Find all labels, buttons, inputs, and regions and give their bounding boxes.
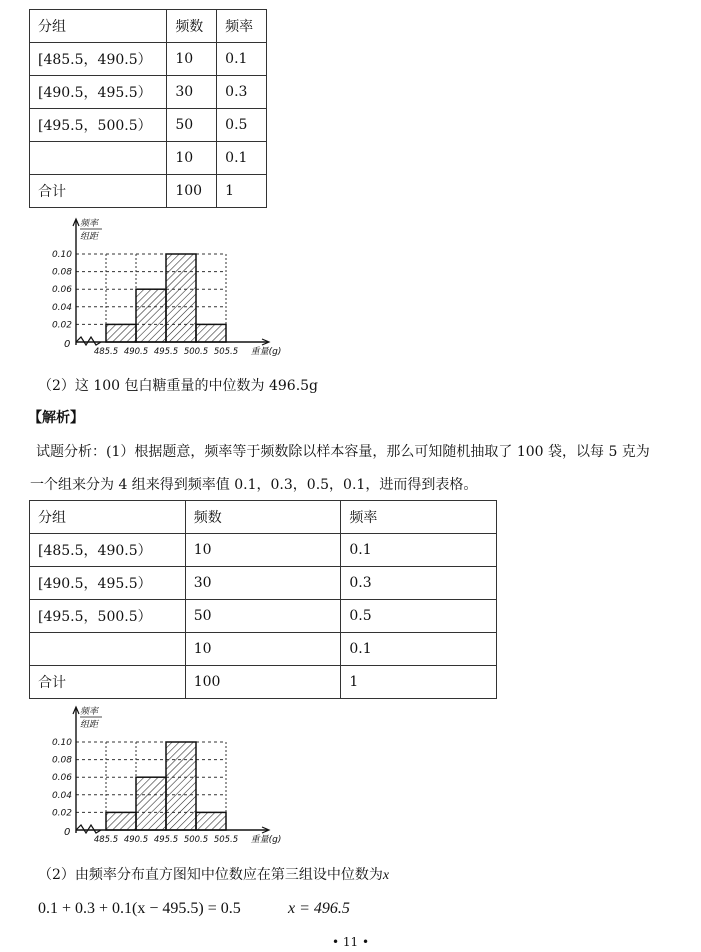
table-cell: 0.1 <box>341 534 497 567</box>
histogram-bar <box>166 254 196 342</box>
median-variable: x <box>382 868 390 883</box>
table-cell: 10 <box>167 142 217 175</box>
histogram-bar <box>136 289 166 342</box>
histogram-2-svg <box>30 700 310 855</box>
histogram-bar <box>166 742 196 830</box>
y-tick-label: 0.10 <box>51 250 72 260</box>
x-tick-label: 495.5 <box>153 347 179 357</box>
table-header-row <box>30 501 497 534</box>
table-row <box>30 600 497 633</box>
y-tick-label: 0.04 <box>51 302 72 313</box>
analysis-line-2: 一个组来分为 4 组来得到频率值 0.1，0.3，0.5，0.1，进而得到表格。 <box>30 477 478 493</box>
axis-break-squiggle <box>76 825 101 833</box>
x-tick-label: 490.5 <box>123 835 149 845</box>
table-cell: 50 <box>167 109 217 142</box>
x-tick-label: 495.5 <box>153 835 179 845</box>
x-tick-label: 490.5 <box>123 347 149 357</box>
table-cell: 合计 <box>30 666 186 699</box>
histogram-bar <box>196 324 226 342</box>
y-tick-label: 0.02 <box>51 808 72 819</box>
y-tick-label: 0.08 <box>51 755 72 766</box>
x-tick-label: 505.5 <box>213 835 239 845</box>
table-cell: 0.1 <box>341 633 497 666</box>
table-cell: 0.3 <box>341 567 497 600</box>
table-header-row <box>30 10 267 43</box>
table-row <box>30 76 267 109</box>
y-axis-label-bottom: 组距 <box>80 232 99 242</box>
table-cell: 1 <box>217 175 267 208</box>
table-row <box>30 666 497 699</box>
histogram-bar <box>196 812 226 830</box>
y-tick-label: 0.06 <box>51 773 72 784</box>
table-row <box>30 175 267 208</box>
table-header-cell: 频率 <box>217 10 267 43</box>
table-cell: 30 <box>185 567 341 600</box>
table-cell: 合计 <box>30 175 167 208</box>
x-tick-label: 485.5 <box>93 835 119 845</box>
frequency-table-1 <box>29 9 267 208</box>
x-tick-label: 500.5 <box>183 835 209 845</box>
table-row <box>30 43 267 76</box>
table-cell: 30 <box>167 76 217 109</box>
origin-label: 0 <box>64 827 71 838</box>
histogram-1-svg <box>30 212 310 367</box>
table-cell: 100 <box>167 175 217 208</box>
table-header-cell: 分组 <box>30 501 186 534</box>
table-cell: 10 <box>185 534 341 567</box>
table-row <box>30 567 497 600</box>
table-cell: 0.5 <box>217 109 267 142</box>
q2-solution-text <box>38 864 389 884</box>
table-cell <box>30 633 186 666</box>
y-tick-label: 0.10 <box>51 738 72 748</box>
analysis-line-1: 试题分析：(1）根据题意，频率等于频数除以样本容量，那么可知随机抽取了 100 袋，以每 5 克为 <box>36 444 650 460</box>
table-header-cell: 频数 <box>185 501 341 534</box>
table-cell: 10 <box>167 43 217 76</box>
table-cell: [490.5，495.5） <box>30 76 167 109</box>
x-axis-label: 重量(g) <box>250 835 282 845</box>
table-cell: [490.5，495.5） <box>30 567 186 600</box>
y-tick-label: 0.08 <box>51 267 72 278</box>
table-cell: [495.5，500.5） <box>30 109 167 142</box>
q2-solution-prefix: （2）由频率分布直方图知中位数应在第三组设中位数为 <box>38 867 383 883</box>
table-cell: 0.1 <box>217 43 267 76</box>
table-row <box>30 142 267 175</box>
histogram-2 <box>30 700 310 855</box>
x-tick-label: 505.5 <box>213 347 239 357</box>
y-tick-label: 0.02 <box>51 320 72 331</box>
frequency-table-2 <box>29 500 497 699</box>
table-cell: 0.3 <box>217 76 267 109</box>
x-tick-label: 500.5 <box>183 347 209 357</box>
origin-label: 0 <box>64 339 71 350</box>
table-cell: 0.1 <box>217 142 267 175</box>
x-tick-label: 485.5 <box>93 347 119 357</box>
table-row <box>30 534 497 567</box>
page-number: • 11 • <box>331 935 370 949</box>
histogram-bar <box>136 777 166 830</box>
y-axis-label-top: 频率 <box>80 707 99 717</box>
table-cell: 1 <box>341 666 497 699</box>
q2-answer: （2）这 100 包白糖重量的中位数为 496.5g <box>38 378 319 394</box>
equation-right: x = 496.5 <box>288 900 350 917</box>
table-cell: 0.5 <box>341 600 497 633</box>
histogram-bar <box>106 324 136 342</box>
table-row <box>30 633 497 666</box>
y-tick-label: 0.04 <box>51 790 72 801</box>
table-cell: 10 <box>185 633 341 666</box>
jiexi-heading: 【解析】 <box>28 410 84 426</box>
table-cell: [485.5，490.5） <box>30 43 167 76</box>
table-cell: [485.5，490.5） <box>30 534 186 567</box>
y-axis-label-top: 频率 <box>80 219 99 229</box>
y-axis-label-bottom: 组距 <box>80 720 99 730</box>
axis-break-squiggle <box>76 337 101 345</box>
histogram-bar <box>106 812 136 830</box>
table-header-cell: 频数 <box>167 10 217 43</box>
table-cell <box>30 142 167 175</box>
table-header-cell: 分组 <box>30 10 167 43</box>
table-header-cell: 频率 <box>341 501 497 534</box>
table-cell: 50 <box>185 600 341 633</box>
table-cell: [495.5，500.5） <box>30 600 186 633</box>
x-axis-label: 重量(g) <box>250 347 282 357</box>
y-tick-label: 0.06 <box>51 285 72 296</box>
histogram-1 <box>30 212 310 367</box>
equation-left: 0.1 + 0.3 + 0.1(x − 495.5) = 0.5 <box>38 900 241 917</box>
table-row <box>30 109 267 142</box>
table-cell: 100 <box>185 666 341 699</box>
